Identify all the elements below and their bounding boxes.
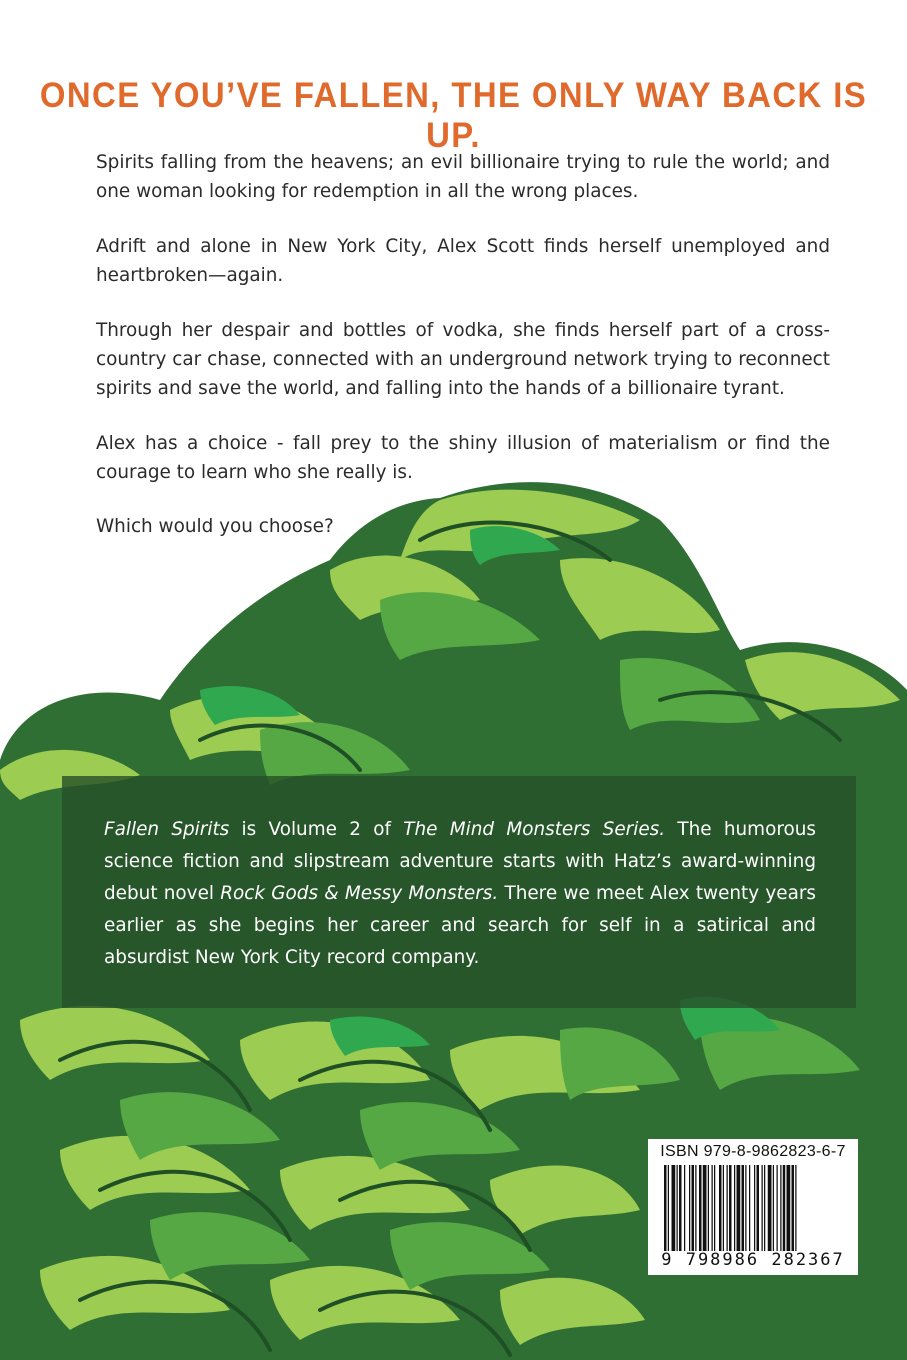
barcode-bar [708, 1165, 709, 1251]
barcode-bar [757, 1165, 760, 1251]
isbn-label: ISBN 979-8-9862823-6-7 [660, 1143, 846, 1160]
barcode-bar [742, 1165, 745, 1251]
barcode-bar [672, 1165, 676, 1251]
barcode-bar [723, 1165, 724, 1251]
blurb-paragraph-2: Adrift and alone in New York City, Alex Scott finds herself unemployed and heartbroken—again. [96, 236, 830, 286]
series-name: The Mind Monsters Series. [403, 819, 666, 840]
barcode-bar [695, 1165, 696, 1251]
barcode-bar [787, 1165, 791, 1251]
back-cover-headline: ONCE YOU’VE FALLEN, THE ONLY WAY BACK IS UP. [39, 76, 868, 155]
blurb-paragraph-1: Spirits falling from the heavens; an evil billionaire trying to rule the world; and one woman looking for redemption in all the wrong places. [96, 152, 830, 202]
series-text-1: is Volume 2 of [229, 819, 404, 840]
barcode-bar [792, 1165, 795, 1251]
barcode-image [662, 1165, 844, 1251]
debut-title: Rock Gods & Messy Monsters. [220, 883, 499, 904]
barcode-bar [777, 1165, 778, 1251]
book-title: Fallen Spirits [104, 819, 230, 840]
barcode-bar [668, 1165, 669, 1251]
blurb-question: Which would you choose? [96, 516, 334, 537]
barcode-bar [703, 1165, 707, 1251]
barcode-bar [692, 1165, 695, 1251]
barcode-bar [699, 1165, 702, 1251]
barcode-bar [734, 1165, 735, 1251]
barcode-bar [768, 1165, 772, 1251]
barcode-bar [719, 1165, 722, 1251]
barcode-bar [689, 1165, 690, 1251]
barcode-bar [783, 1165, 786, 1251]
barcode-bar [729, 1165, 732, 1251]
barcode-bar [664, 1165, 667, 1251]
isbn-digits: 9 798986 282367 [661, 1250, 845, 1270]
barcode-bar [764, 1165, 765, 1251]
barcode-bar [762, 1165, 763, 1251]
barcode-bar [754, 1165, 755, 1251]
barcode-bar [780, 1165, 781, 1251]
barcode-bar [679, 1165, 682, 1251]
series-description [104, 814, 816, 974]
barcode-bar [714, 1165, 715, 1251]
barcode-bar [677, 1165, 678, 1251]
barcode-bar [737, 1165, 741, 1251]
barcode-bar [727, 1165, 728, 1251]
barcode-bar [773, 1165, 774, 1251]
barcode-bar [684, 1165, 685, 1251]
barcode-bar [745, 1165, 746, 1251]
barcode-bar [749, 1165, 750, 1251]
barcode-bar [712, 1165, 713, 1251]
blurb-paragraph-4: Alex has a choice - fall prey to the shiny illusion of materialism or find the courage to learn who she really is. [96, 433, 830, 483]
barcode-bar [795, 1165, 796, 1251]
series-text-3: There we meet Alex twenty years earlier as she begins her career and search for self in a satirical and absurdist New York City record company. [104, 883, 817, 968]
series-text-2: The humorous science fiction and slipstream adventure starts with Hatz’s award-winning debut novel [104, 819, 816, 904]
isbn-barcode-block [648, 1139, 858, 1275]
blurb-paragraph-3: Through her despair and bottles of vodka, she finds herself part of a cross-country car chase, connected with an underground network trying to reconnect spirits and save the world, and falling into the hands of a billionaire tyrant. [96, 320, 830, 399]
